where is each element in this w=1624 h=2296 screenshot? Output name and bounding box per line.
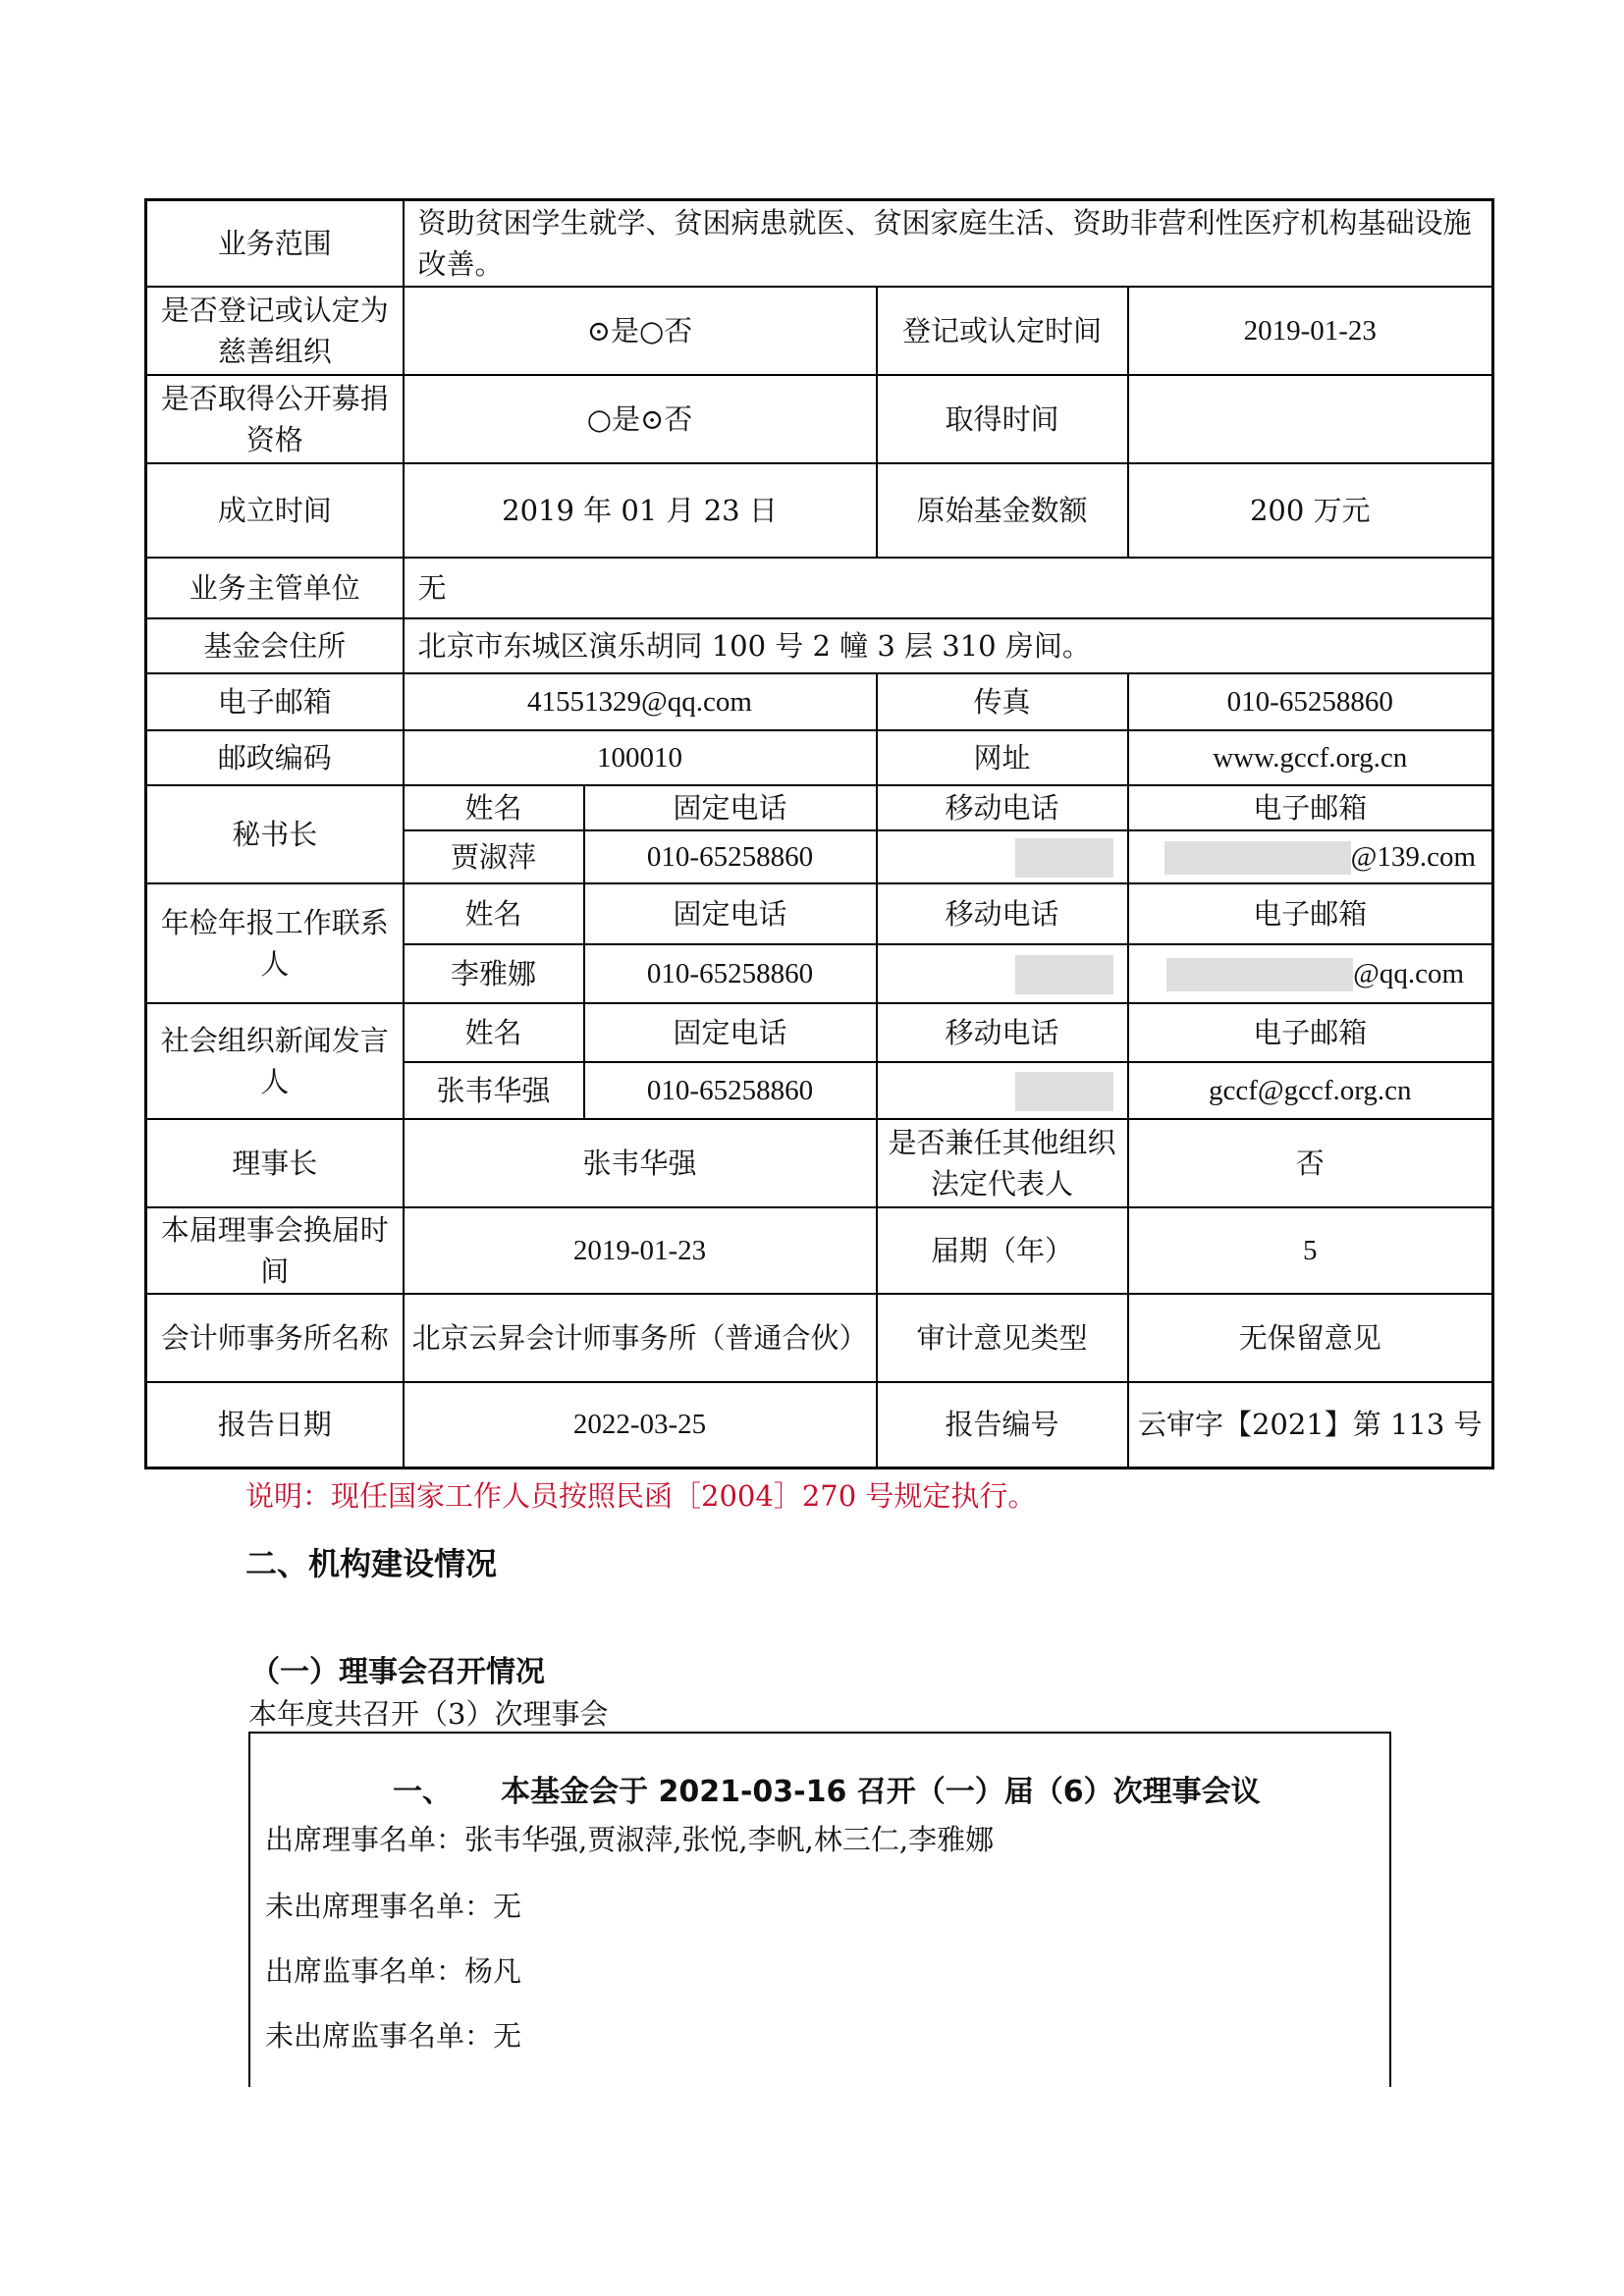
fundraising-time-value bbox=[1128, 375, 1493, 463]
term-years-value: 5 bbox=[1128, 1207, 1493, 1294]
founded-value: 2019 年 01 月 23 日 bbox=[404, 463, 877, 558]
secretary-phone-header: 固定电话 bbox=[584, 785, 877, 830]
absent-supervisors: 未出席监事名单：无 bbox=[265, 2019, 522, 2053]
attended-directors: 出席理事名单：张韦华强,贾淑萍,张悦,李帆,林三仁,李雅娜 bbox=[265, 1823, 995, 1856]
term-years-label: 届期（年） bbox=[877, 1207, 1128, 1294]
foundation-info-table bbox=[144, 198, 1494, 1469]
postcode-value: 100010 bbox=[404, 730, 877, 785]
chairman-value: 张韦华强 bbox=[404, 1119, 877, 1207]
absent-directors: 未出席理事名单：无 bbox=[265, 1890, 522, 1923]
charity-time-label: 登记或认定时间 bbox=[877, 287, 1128, 375]
annual-contact-label: 年检年报工作联系人 bbox=[146, 883, 404, 1003]
secretary-mobile-header: 移动电话 bbox=[877, 785, 1128, 830]
spokesperson-phone: 010-65258860 bbox=[584, 1062, 877, 1119]
meeting-title-line bbox=[393, 1767, 1261, 1810]
note-text: 说明：现任国家工作人员按照民函［2004］270 号规定执行。 bbox=[245, 1479, 1037, 1513]
annual-name-header: 姓名 bbox=[404, 883, 584, 944]
fundraising-value: ○是⊙否 bbox=[404, 375, 877, 463]
meeting-title: 本基金会于 2021-03-16 召开（一）届（6）次理事会议 bbox=[501, 1775, 1261, 1809]
original-fund-label: 原始基金数额 bbox=[877, 463, 1128, 558]
meeting-number: 一、 bbox=[393, 1775, 452, 1809]
secretary-name-header: 姓名 bbox=[404, 785, 584, 830]
spokes-name-header: 姓名 bbox=[404, 1003, 584, 1062]
annual-mobile-redacted bbox=[877, 944, 1128, 1003]
business-scope-value: 资助贫困学生就学、贫困病患就医、贫困家庭生活、资助非营利性医疗机构基础设施改善。 bbox=[404, 200, 1493, 287]
secretary-email-cell bbox=[1128, 830, 1493, 883]
supervisor-value: 无 bbox=[404, 558, 1493, 618]
other-rep-value: 否 bbox=[1128, 1119, 1493, 1207]
report-no-value: 云审字【2021】第 113 号 bbox=[1128, 1382, 1493, 1468]
business-scope-label: 业务范围 bbox=[146, 200, 404, 287]
secretary-label: 秘书长 bbox=[146, 785, 404, 883]
meeting-count: 本年度共召开（3）次理事会 bbox=[248, 1697, 609, 1731]
secretary-mobile-redacted bbox=[877, 830, 1128, 883]
postcode-label: 邮政编码 bbox=[146, 730, 404, 785]
fax-label: 传真 bbox=[877, 673, 1128, 730]
other-rep-label: 是否兼任其他组织法定代表人 bbox=[877, 1119, 1128, 1207]
spokes-phone-header: 固定电话 bbox=[584, 1003, 877, 1062]
spokesperson-email: gccf@gccf.org.cn bbox=[1128, 1062, 1493, 1119]
address-label: 基金会住所 bbox=[146, 618, 404, 673]
supervisor-label: 业务主管单位 bbox=[146, 558, 404, 618]
attended-supervisors: 出席监事名单：杨凡 bbox=[265, 1954, 522, 1988]
audit-firm-label: 会计师事务所名称 bbox=[146, 1294, 404, 1382]
original-fund-value: 200 万元 bbox=[1128, 463, 1493, 558]
section2-1-title: （一）理事会召开情况 bbox=[250, 1655, 545, 1689]
email-value: 41551329@qq.com bbox=[404, 673, 877, 730]
section2-title: 二、机构建设情况 bbox=[245, 1545, 498, 1582]
spokesperson-label: 社会组织新闻发言人 bbox=[146, 1003, 404, 1119]
fax-value: 010-65258860 bbox=[1128, 673, 1493, 730]
secretary-name: 贾淑萍 bbox=[404, 830, 584, 883]
annual-email-cell bbox=[1128, 944, 1493, 1003]
board-term-value: 2019-01-23 bbox=[404, 1207, 877, 1294]
website-label: 网址 bbox=[877, 730, 1128, 785]
annual-contact-phone: 010-65258860 bbox=[584, 944, 877, 1003]
secretary-email: @139.com bbox=[1350, 841, 1477, 873]
address-value: 北京市东城区演乐胡同 100 号 2 幢 3 层 310 房间。 bbox=[404, 618, 1493, 673]
founded-label: 成立时间 bbox=[146, 463, 404, 558]
annual-contact-name: 李雅娜 bbox=[404, 944, 584, 1003]
fundraising-time-label: 取得时间 bbox=[877, 375, 1128, 463]
fundraising-label: 是否取得公开募捐资格 bbox=[146, 375, 404, 463]
charity-time-value: 2019-01-23 bbox=[1128, 287, 1493, 375]
chairman-label: 理事长 bbox=[146, 1119, 404, 1207]
report-date-value: 2022-03-25 bbox=[404, 1382, 877, 1468]
audit-opinion-label: 审计意见类型 bbox=[877, 1294, 1128, 1382]
spokes-mobile-redacted bbox=[877, 1062, 1128, 1119]
spokesperson-name: 张韦华强 bbox=[404, 1062, 584, 1119]
annual-email-header: 电子邮箱 bbox=[1128, 883, 1493, 944]
annual-contact-email: @qq.com bbox=[1353, 958, 1465, 989]
annual-mobile-header: 移动电话 bbox=[877, 883, 1128, 944]
report-date-label: 报告日期 bbox=[146, 1382, 404, 1468]
board-term-label: 本届理事会换届时间 bbox=[146, 1207, 404, 1294]
secretary-email-header: 电子邮箱 bbox=[1128, 785, 1493, 830]
secretary-phone: 010-65258860 bbox=[584, 830, 877, 883]
charity-label: 是否登记或认定为慈善组织 bbox=[146, 287, 404, 375]
audit-firm-value: 北京云昇会计师事务所（普通合伙） bbox=[404, 1294, 877, 1382]
annual-phone-header: 固定电话 bbox=[584, 883, 877, 944]
spokes-mobile-header: 移动电话 bbox=[877, 1003, 1128, 1062]
charity-value: ⊙是○否 bbox=[404, 287, 877, 375]
spokes-email-header: 电子邮箱 bbox=[1128, 1003, 1493, 1062]
email-label: 电子邮箱 bbox=[146, 673, 404, 730]
report-no-label: 报告编号 bbox=[877, 1382, 1128, 1468]
website-value: www.gccf.org.cn bbox=[1128, 730, 1493, 785]
audit-opinion-value: 无保留意见 bbox=[1128, 1294, 1493, 1382]
